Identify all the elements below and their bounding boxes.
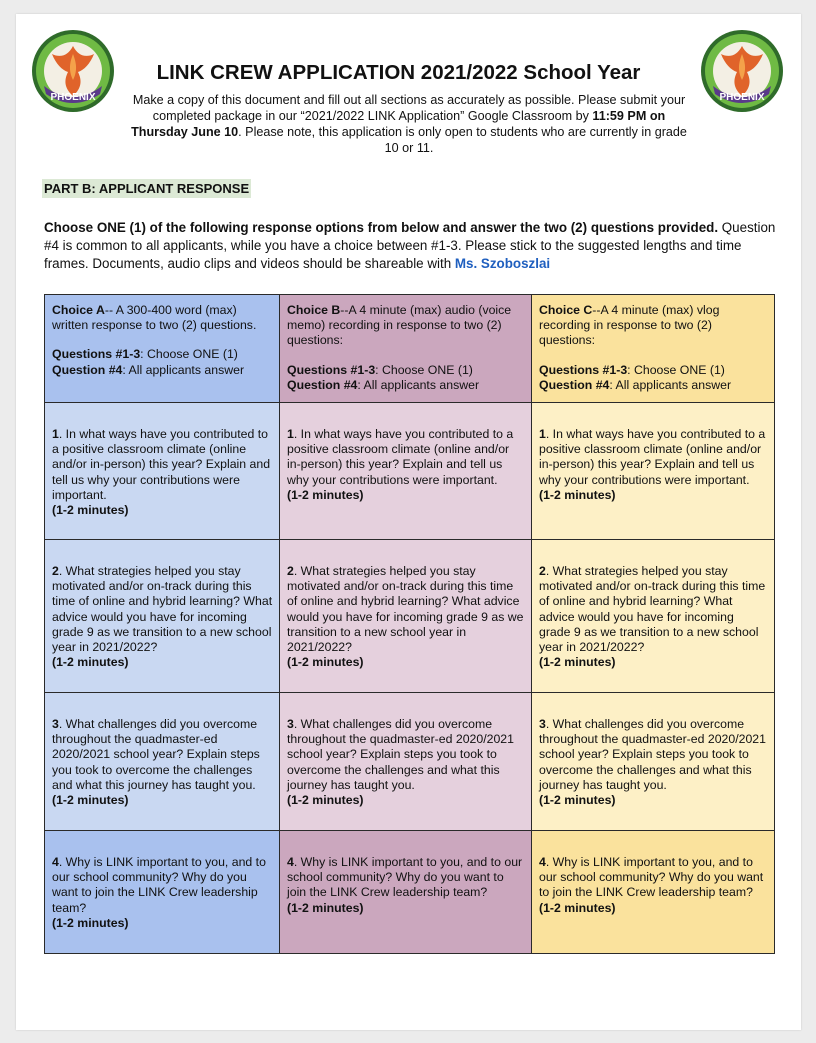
question-text: . Why is LINK important to you, and to our school community? Why do you want to join the LINK Crew leadership team?: [52, 855, 266, 915]
q4-label: Question #4: [539, 377, 610, 392]
question-1-choice-a: [45, 403, 280, 540]
q4-label: Question #4: [287, 377, 358, 392]
question-number: 4: [539, 855, 546, 869]
question-number: 3: [52, 717, 59, 731]
question-2-choice-b: [280, 540, 532, 693]
instructions: [44, 219, 779, 273]
intro-paragraph: [124, 92, 694, 156]
question-number: 3: [539, 717, 546, 731]
choice-desc: -- A 300-400 word (max) written response to two (2) questions.: [52, 303, 257, 333]
time-limit: (1-2 minutes): [52, 915, 129, 930]
q13-text: : Choose ONE (1): [140, 347, 238, 362]
choice-a-cell: [45, 295, 280, 403]
choice-c-cell: [532, 295, 775, 403]
deadline: 11:59 PM on Thursday June 10: [131, 109, 666, 139]
question-text: . In what ways have you contributed to a positive classroom climate (online and/or in-person) this year? Explain and tell us why your contributions were important.: [52, 427, 271, 502]
question-text: . In what ways have you contributed to a positive classroom climate (online and/or in-person) this year? Explain and tell us why your contributions were important.: [287, 427, 514, 487]
svg-text:PHOENIX: PHOENIX: [50, 92, 96, 103]
question-4-choice-b: [280, 831, 532, 954]
question-3-choice-a: [45, 693, 280, 831]
question-text: . What challenges did you overcome throughout the quadmaster-ed 2020/2021 school year? Explain steps you took to overcome the challenges and what this journey has taught you.: [287, 717, 514, 792]
question-number: 1: [52, 427, 59, 441]
q13-label: Questions #1-3: [539, 362, 628, 377]
intro-part2: . Please note, this application is only open to students who are currently in grade 10 or 11.: [238, 125, 687, 155]
question-2-choice-c: [532, 540, 775, 693]
question-number: 4: [287, 855, 294, 869]
question-number: 1: [539, 427, 546, 441]
question-4-choice-c: [532, 831, 775, 954]
question-text: . Why is LINK important to you, and to our school community? Why do you want to join the LINK Crew leadership team?: [539, 855, 764, 900]
question-3-choice-b: [280, 693, 532, 831]
choice-label: Choice A: [52, 303, 105, 317]
q4-label: Question #4: [52, 362, 123, 377]
question-1-row: [45, 403, 775, 540]
time-limit: (1-2 minutes): [539, 900, 616, 915]
time-limit: (1-2 minutes): [287, 793, 364, 808]
choice-label: Choice C: [539, 303, 593, 317]
question-text: . What challenges did you overcome throughout the quadmaster-ed 2020/2021 school year? Explain steps you took to overcome the challenges and what this journey has taught you.: [539, 717, 766, 792]
choices-header-row: [45, 295, 775, 403]
q4-text: : All applicants answer: [357, 377, 480, 392]
question-text: . What strategies helped you stay motivated and/or on-track during this time of online and hybrid learning? What advice would you have for incoming grade 9 as we transition to a new school year in 2021/2022?: [52, 564, 273, 655]
q4-text: : All applicants answer: [609, 377, 732, 392]
phoenix-logo-right: [699, 28, 785, 114]
question-2-row: [45, 540, 775, 693]
svg-text:PHOENIX: PHOENIX: [719, 92, 765, 103]
teacher-name: Ms. Szoboszlai: [454, 256, 551, 271]
response-options-table: [44, 294, 775, 954]
q13-text: : Choose ONE (1): [375, 362, 473, 377]
question-text: . What strategies helped you stay motivated and/or on-track during this time of online and hybrid learning? What advice would you have for incoming grade 9 as we transition to a new school year in 2021/2022?: [539, 564, 766, 655]
time-limit: (1-2 minutes): [539, 487, 616, 502]
q13-label: Questions #1-3: [52, 347, 141, 362]
phoenix-logo-left: [30, 28, 116, 114]
time-limit: (1-2 minutes): [52, 503, 129, 518]
intro-part1: Make a copy of this document and fill out all sections as accurately as possible. Please submit your completed package in our “2021/2022 LINK Application” Google Classroom by: [132, 93, 686, 123]
instructions-body: Question #4 is common to all applicants, while you have a choice between #1-3. Please stick to the suggested lengths and time frames. Documents, audio clips and videos should be shareable with: [44, 220, 776, 271]
q4-text: : All applicants answer: [122, 362, 245, 377]
time-limit: (1-2 minutes): [539, 793, 616, 808]
q13-label: Questions #1-3: [287, 362, 376, 377]
section-heading: PART B: APPLICANT RESPONSE: [44, 181, 250, 196]
question-number: 2: [52, 564, 59, 578]
question-2-choice-a: [45, 540, 280, 693]
choice-label: Choice B: [287, 303, 341, 317]
question-3-row: [45, 693, 775, 831]
question-3-choice-c: [532, 693, 775, 831]
question-4-row: [45, 831, 775, 954]
time-limit: (1-2 minutes): [287, 900, 364, 915]
time-limit: (1-2 minutes): [52, 655, 129, 670]
question-text: . Why is LINK important to you, and to our school community? Why do you want to join the LINK Crew leadership team?: [287, 855, 523, 900]
time-limit: (1-2 minutes): [287, 487, 364, 502]
choice-desc: --A 4 minute (max) audio (voice memo) recording in response to two (2) questions:: [287, 303, 512, 348]
question-4-choice-a: [45, 831, 280, 954]
time-limit: (1-2 minutes): [52, 793, 129, 808]
time-limit: (1-2 minutes): [539, 655, 616, 670]
question-number: 3: [287, 717, 294, 731]
question-number: 4: [52, 855, 59, 869]
choice-b-cell: [280, 295, 532, 403]
question-1-choice-c: [532, 403, 775, 540]
document-page: [16, 14, 801, 1030]
question-1-choice-b: [280, 403, 532, 540]
q13-text: : Choose ONE (1): [627, 362, 725, 377]
page-title: LINK CREW APPLICATION 2021/2022 School Year: [156, 61, 641, 84]
question-number: 1: [287, 427, 294, 441]
instructions-lead: Choose ONE (1) of the following response options from below and answer the two (2) questions provided.: [44, 220, 719, 235]
question-text: . What strategies helped you stay motivated and/or on-track during this time of online and hybrid learning? What advice would you have for incoming grade 9 as we transition to a new school year in 2021/2022?: [287, 564, 524, 655]
question-text: . In what ways have you contributed to a positive classroom climate (online and/or in-person) this year? Explain and tell us why your contributions were important.: [539, 427, 766, 487]
question-number: 2: [539, 564, 546, 578]
question-text: . What challenges did you overcome throughout the quadmaster-ed 2020/2021 school year? Explain steps you took to overcome the challenges and what this journey has taught you.: [52, 717, 260, 792]
question-number: 2: [287, 564, 294, 578]
time-limit: (1-2 minutes): [287, 655, 364, 670]
choice-desc: --A 4 minute (max) vlog recording in response to two (2) questions:: [539, 303, 720, 348]
